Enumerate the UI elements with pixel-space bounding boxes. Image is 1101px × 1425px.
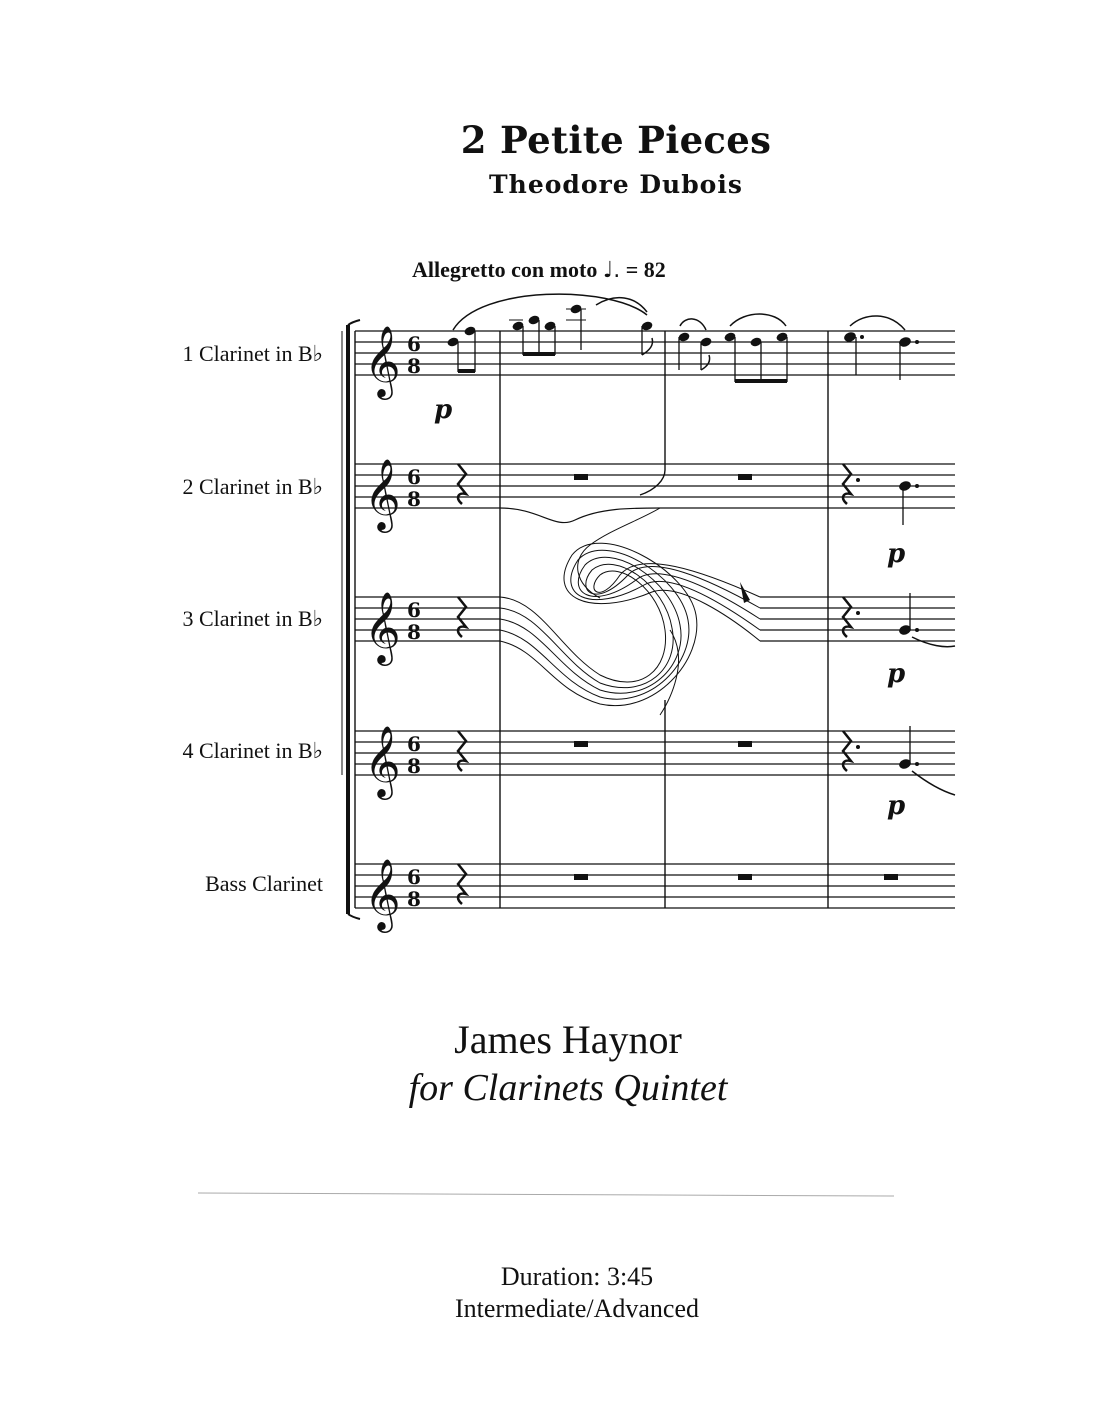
staff-clarinet-1 xyxy=(355,331,955,375)
staff-clarinet-2 xyxy=(355,464,955,523)
dynamic-piano: p xyxy=(887,659,906,689)
swirl-distortion xyxy=(500,508,760,715)
time-signature-bottom: 8 xyxy=(407,620,421,644)
time-signature-top: 6 xyxy=(407,465,421,489)
instrument-label-clarinet-1: 1 Clarinet in B♭ xyxy=(182,341,323,366)
score-title: 2 Petite Pieces xyxy=(460,118,772,162)
dynamic-piano: p xyxy=(887,791,906,821)
difficulty-level: Intermediate/Advanced xyxy=(455,1294,699,1323)
time-signature-top: 6 xyxy=(407,598,421,622)
dynamic-piano: p xyxy=(887,539,906,569)
time-signature-top: 6 xyxy=(407,865,421,889)
staff-clarinet-4 xyxy=(355,731,955,775)
composer-name: Theodore Dubois xyxy=(489,170,743,199)
treble-clef-icon: 𝄞 xyxy=(364,324,401,397)
ensemble-subtitle: for Clarinets Quintet xyxy=(408,1067,728,1109)
treble-clef-icon: 𝄞 xyxy=(364,857,401,930)
rests xyxy=(458,464,898,904)
tempo-text: Allegretto con moto xyxy=(412,257,598,282)
tempo-value: = 82 xyxy=(625,257,666,282)
duration-text: Duration: 3:45 xyxy=(500,1262,654,1291)
time-signature-top: 6 xyxy=(407,332,421,356)
staff-bass-clarinet xyxy=(355,864,955,908)
time-signature-bottom: 8 xyxy=(407,754,421,778)
dotted-quarter-note-icon: ♩. xyxy=(602,258,621,283)
time-signature-bottom: 8 xyxy=(407,354,421,378)
instrument-label-clarinet-3: 3 Clarinet in B♭ xyxy=(182,606,323,631)
measure-4-notes xyxy=(740,480,955,795)
instrument-label-bass-clarinet: Bass Clarinet xyxy=(205,871,323,896)
treble-clef-icon: 𝄞 xyxy=(364,457,401,530)
treble-clef-icon: 𝄞 xyxy=(364,724,401,797)
arranger-name: James Haynor xyxy=(454,1017,682,1062)
time-signature-top: 6 xyxy=(407,732,421,756)
time-signature-bottom: 8 xyxy=(407,487,421,511)
instrument-label-clarinet-2: 2 Clarinet in B♭ xyxy=(182,474,323,499)
dynamic-piano: p xyxy=(434,395,453,425)
clarinet-1-notes xyxy=(446,294,919,382)
time-signature-bottom: 8 xyxy=(407,887,421,911)
staff-clarinet-3 xyxy=(355,597,955,641)
treble-clef-icon: 𝄞 xyxy=(364,590,401,663)
instrument-label-clarinet-4: 4 Clarinet in B♭ xyxy=(182,738,323,763)
